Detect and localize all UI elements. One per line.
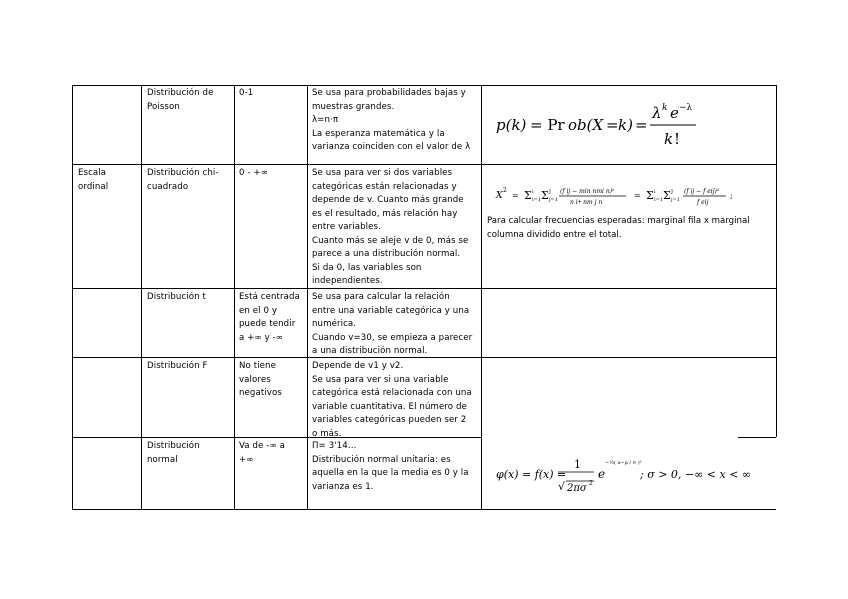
line: categórica está relacionada con una <box>312 388 472 398</box>
svg-text:Σ: Σ <box>524 189 532 202</box>
row-divider <box>72 164 776 165</box>
line: parece a una distribución normal. <box>312 249 461 259</box>
line: columna dividido entre el total. <box>487 229 622 240</box>
svg-text:2: 2 <box>589 480 593 487</box>
line: La esperanza matemática y la <box>312 128 445 139</box>
line: Va de -∞ a <box>239 441 285 451</box>
svg-text:;: ; <box>730 191 733 200</box>
line: varianza es 1. <box>312 481 374 492</box>
svg-text:e: e <box>670 104 679 122</box>
svg-text:J: J <box>549 189 552 195</box>
cell-description <box>312 291 480 359</box>
svg-text:(f ij − f eij)²: (f ij − f eij)² <box>684 188 720 195</box>
line: entre variables. <box>312 222 381 232</box>
svg-text:=: = <box>634 191 641 200</box>
line: o más. <box>312 428 342 439</box>
svg-text:k: k <box>662 103 668 113</box>
svg-text:i=1: i=1 <box>532 197 541 203</box>
svg-text:Σ: Σ <box>646 189 654 202</box>
line: Cuando v=30, se empieza a parecer <box>312 332 473 343</box>
cell-range <box>239 360 305 401</box>
cell-distribution: Distribución chi-cuadrado <box>147 168 219 192</box>
line: entre una variable categórica y una <box>312 305 470 316</box>
line: Se usa para calcular la relación <box>312 292 450 302</box>
svg-text:i: i <box>532 189 534 195</box>
svg-text:!: ! <box>674 130 681 148</box>
svg-text:(f ij − min nmi n)²: (f ij − min nmi n)² <box>560 188 615 195</box>
line: a una distribución normal. <box>312 346 428 356</box>
svg-text:i=1: i=1 <box>654 197 663 203</box>
line: en el 0 y <box>239 305 278 316</box>
line: aquella en la que la media es 0 y la <box>312 468 469 478</box>
cell-range: 0 - +∞ <box>239 168 268 178</box>
line: a +∞ y -∞ <box>239 332 284 343</box>
line: valores <box>239 374 271 385</box>
table-border-top <box>72 85 776 86</box>
svg-text:φ(x) = f(x) =: φ(x) = f(x) = <box>496 468 567 481</box>
svg-text:ob(X: ob(X <box>568 116 604 134</box>
line: Depende de v1 y v2. <box>312 361 404 371</box>
svg-text:f eij: f eij <box>697 199 709 206</box>
svg-text:=: = <box>512 191 519 200</box>
line: varianza coinciden con el valor de λ <box>312 142 471 152</box>
line: variable cuantitativa. El número de <box>312 401 467 412</box>
line: independientes. <box>312 276 383 286</box>
table-border-left <box>72 85 73 509</box>
svg-text:k): k) <box>618 116 633 134</box>
svg-text:λ: λ <box>652 104 662 122</box>
svg-text:√: √ <box>558 480 566 493</box>
cell-distribution: Distribución F <box>147 361 208 371</box>
cell-description <box>312 360 480 441</box>
line: Se usa para ver si dos variables <box>312 168 453 178</box>
svg-text:−½( x−μ / σ )²: −½( x−μ / σ )² <box>605 460 642 466</box>
chi-square-note <box>487 215 772 242</box>
cell-distribution: Distribución t <box>147 292 206 302</box>
svg-text:j=1: j=1 <box>549 197 558 203</box>
cell-scale: Escala ordinal <box>78 168 109 192</box>
column-divider <box>141 85 142 509</box>
cell-description <box>312 440 480 494</box>
svg-text:e: e <box>598 467 606 481</box>
svg-text:Σ: Σ <box>541 189 549 202</box>
line: No tiene <box>239 361 276 371</box>
svg-text:2πσ: 2πσ <box>567 483 587 494</box>
line: Cuanto más se aleje v de 0, más se <box>312 235 469 246</box>
svg-text:i: i <box>654 189 656 195</box>
line: Se usa para probabilidades bajas y <box>312 88 466 98</box>
chi-square-formula <box>494 178 770 212</box>
svg-text:2: 2 <box>503 187 507 194</box>
svg-text:J: J <box>671 189 674 195</box>
line: variables categóricas pueden ser 2 <box>312 415 467 425</box>
svg-text:k: k <box>664 130 674 148</box>
table-border-right <box>776 85 777 437</box>
svg-text:= Pr: = Pr <box>530 116 565 134</box>
line: categóricas están relacionadas y <box>312 181 457 192</box>
svg-text:−λ: −λ <box>679 103 693 113</box>
line: Distribución normal unitaria: es <box>312 454 451 465</box>
svg-text:Σ: Σ <box>663 189 671 202</box>
column-divider <box>234 85 235 509</box>
svg-text:j=1: j=1 <box>671 197 680 203</box>
cell-range: 0-1 <box>239 88 254 98</box>
line: numérica. <box>312 319 357 329</box>
line: λ=n·π <box>312 115 339 125</box>
line: depende de v. Cuanto más grande <box>312 195 464 205</box>
line: Para calcular frecuencias esperadas: marginal fila x marginal <box>487 216 750 226</box>
line: negativos <box>239 388 282 398</box>
cell-distribution: Distribución de Poisson <box>147 88 214 112</box>
svg-text:p(k): p(k) <box>496 116 527 134</box>
cell-description <box>312 167 480 289</box>
cell-range <box>239 440 305 467</box>
line: muestras grandes. <box>312 101 395 112</box>
cell-description <box>312 87 480 155</box>
cell-range <box>239 291 305 345</box>
svg-text:X: X <box>496 191 503 201</box>
line: Π= 3'14… <box>312 441 357 451</box>
cell-distribution: Distribución normal <box>147 441 200 465</box>
svg-text:=: = <box>635 116 648 134</box>
column-divider <box>307 85 308 509</box>
svg-text:; σ > 0, −∞ < x < ∞: ; σ > 0, −∞ < x < ∞ <box>640 468 752 481</box>
poisson-formula <box>494 96 714 156</box>
svg-text:1: 1 <box>574 458 581 471</box>
line: Si da 0, las variables son <box>312 262 422 273</box>
svg-text:n i• nm j n: n i• nm j n <box>570 199 603 206</box>
svg-text:=: = <box>606 116 619 134</box>
table-border-bottom <box>72 509 776 510</box>
line: Está centrada <box>239 292 300 302</box>
normal-formula <box>494 448 752 504</box>
line: +∞ <box>239 454 254 465</box>
line: Se usa para ver si una variable <box>312 374 449 385</box>
line: es el resultado, más relación hay <box>312 208 458 219</box>
line: puede tendir <box>239 319 296 329</box>
